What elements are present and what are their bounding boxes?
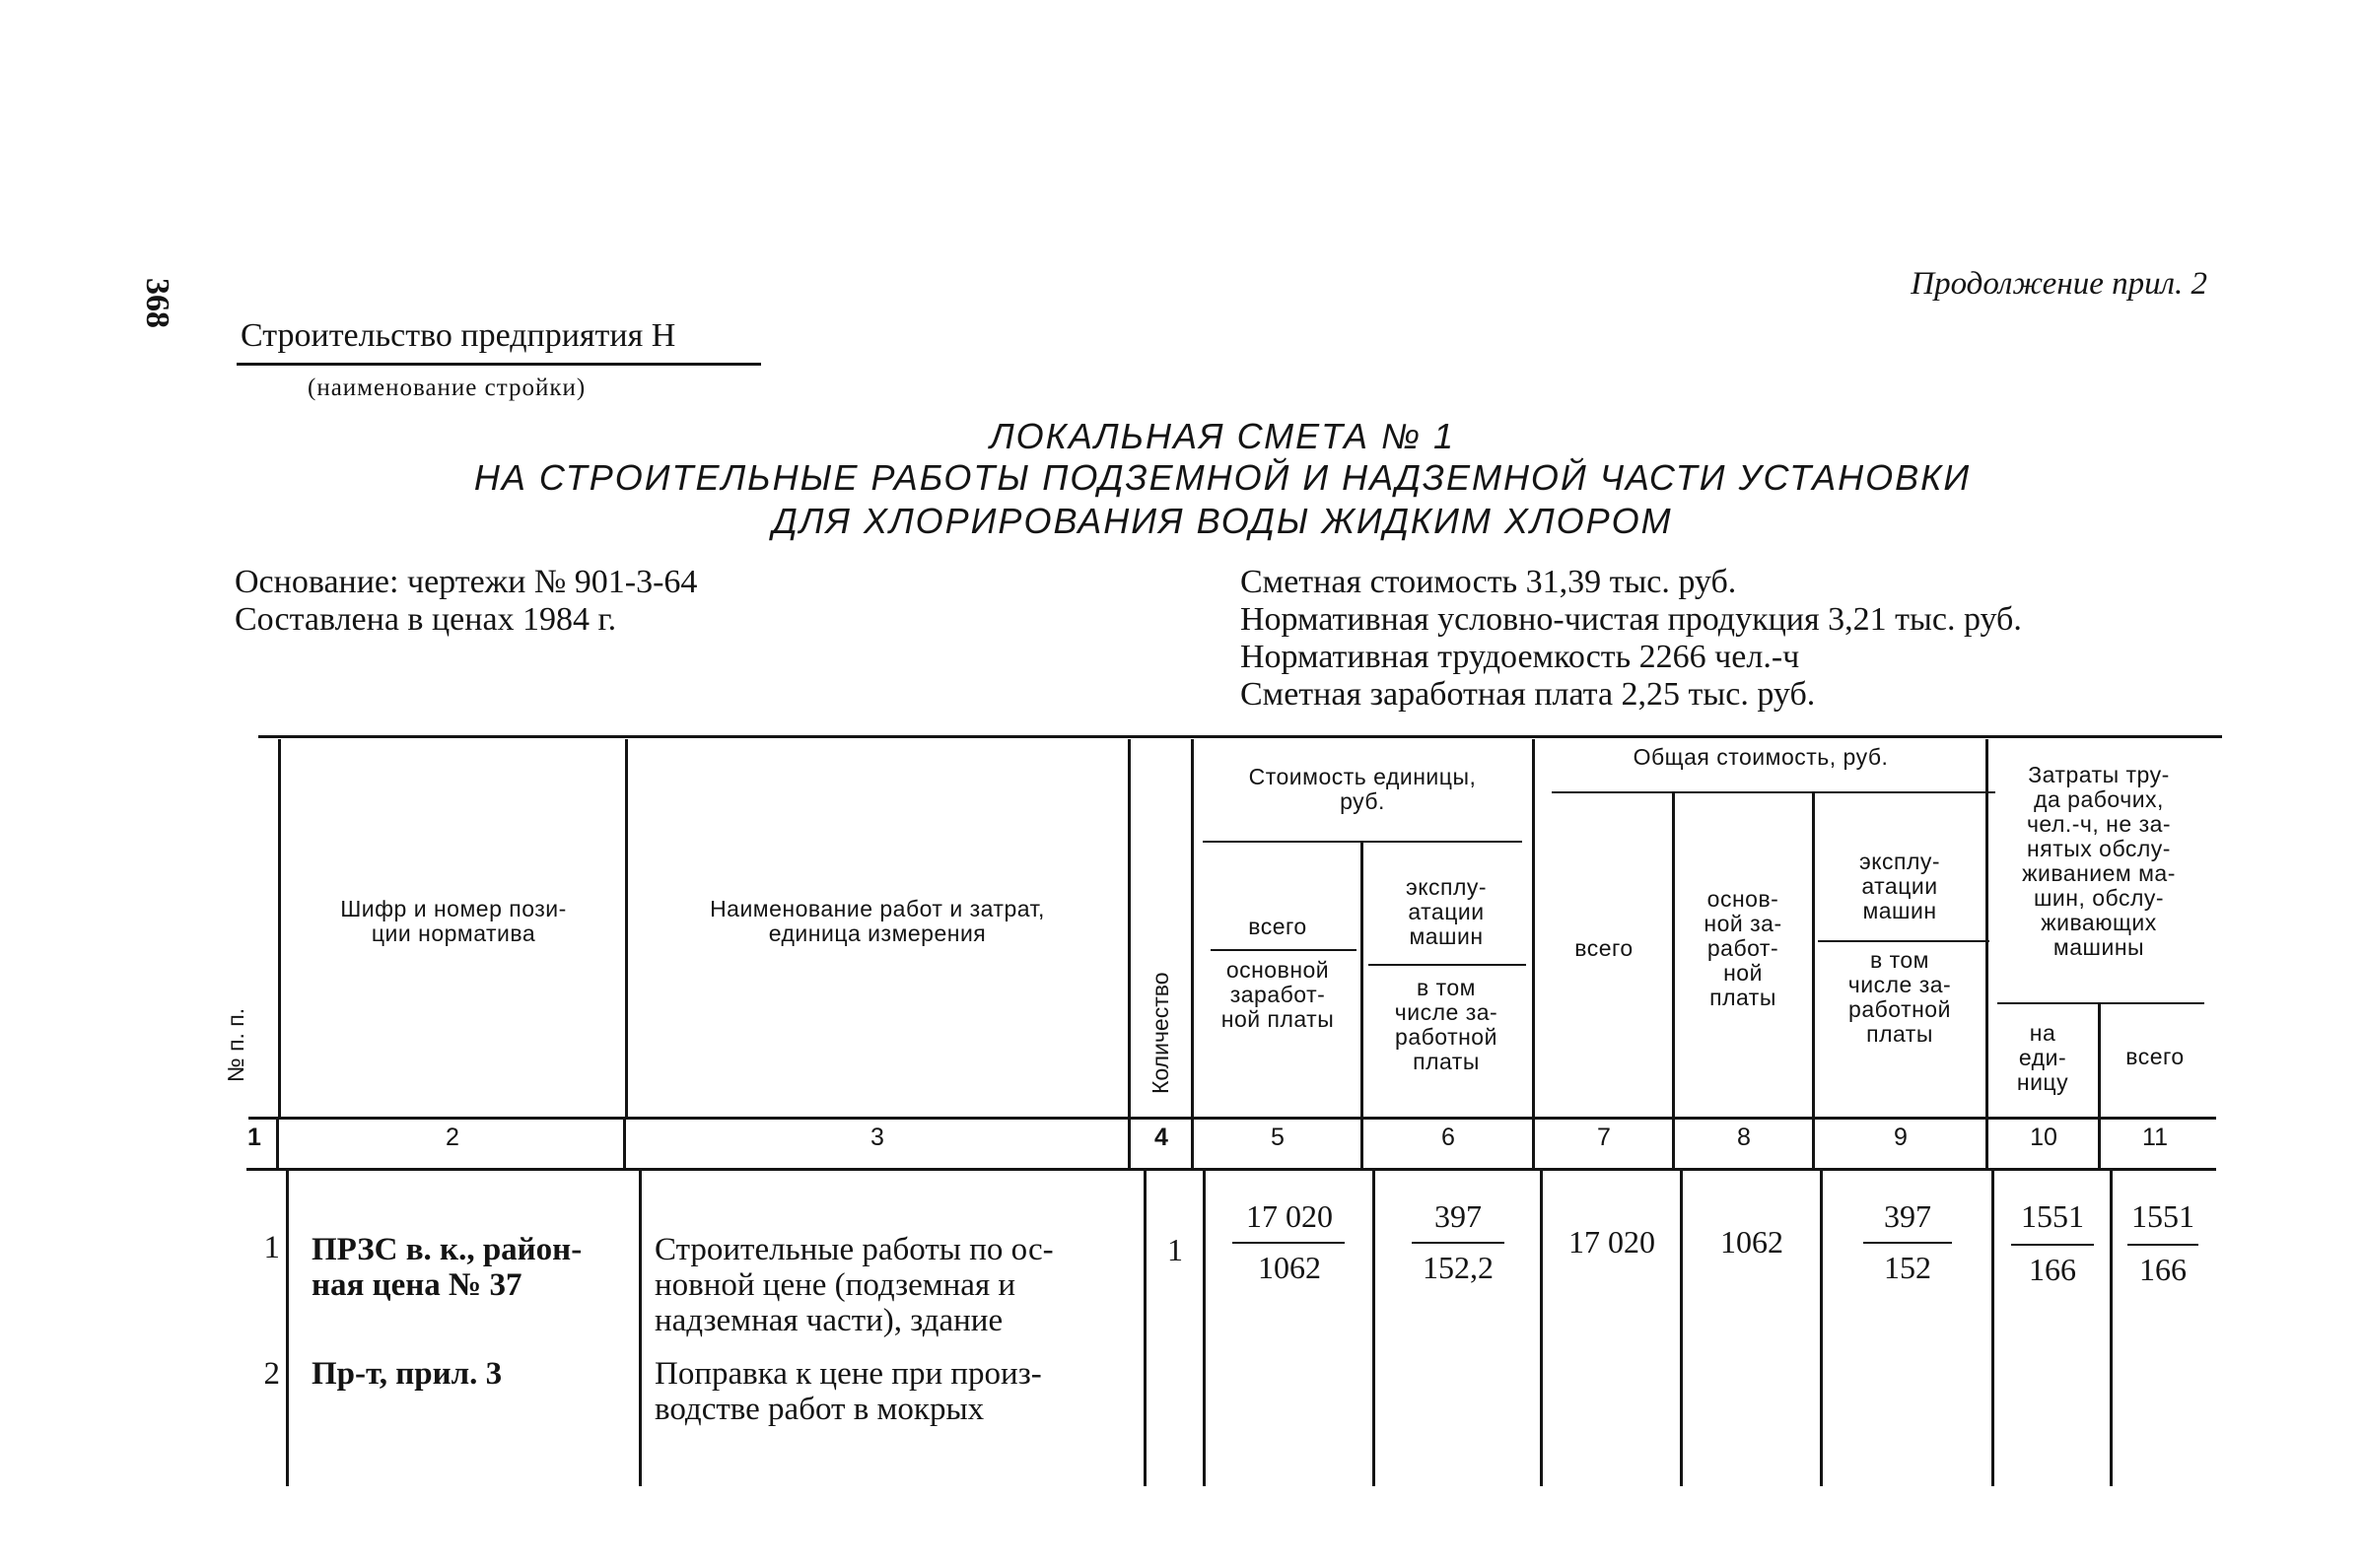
col-rule bbox=[1128, 739, 1131, 1119]
continuation-note: Продолжение прил. 2 bbox=[1911, 266, 2207, 302]
header-bottom-rule bbox=[248, 1117, 2216, 1120]
header-code: Шифр и номер пози- ции норматива bbox=[340, 896, 567, 946]
column-number: 5 bbox=[1271, 1124, 1285, 1151]
construction-underline bbox=[237, 363, 761, 366]
col-rule bbox=[278, 739, 281, 1119]
summary-wages: Сметная заработная плата 2,25 тыс. руб. bbox=[1240, 676, 1816, 713]
col-rule bbox=[625, 739, 628, 1119]
summary-net-output: Нормативная условно-чистая продукция 3,21 тыс. руб. bbox=[1240, 601, 2022, 638]
column-number: 7 bbox=[1597, 1124, 1611, 1151]
fraction-line bbox=[2011, 1244, 2094, 1246]
column-number: 10 bbox=[2030, 1124, 2057, 1151]
table-top-rule bbox=[258, 735, 2222, 738]
row-quantity: 1 bbox=[1167, 1232, 1183, 1267]
column-number: 8 bbox=[1737, 1124, 1751, 1151]
col-rule bbox=[639, 1171, 642, 1486]
col-rule bbox=[1680, 1171, 1683, 1486]
col-rule bbox=[1360, 1120, 1363, 1169]
row-number: 1 bbox=[263, 1230, 280, 1265]
summary-estimated-cost: Сметная стоимость 31,39 тыс. руб. bbox=[1240, 564, 1737, 600]
col-rule bbox=[2098, 1120, 2101, 1169]
total-cost-group-rule bbox=[1552, 791, 1995, 793]
row-total-machines: 397 bbox=[1884, 1198, 1931, 1234]
col-rule bbox=[1985, 739, 1988, 1119]
row-total-all: 17 020 bbox=[1568, 1224, 1655, 1260]
row-labor-unit-bottom: 166 bbox=[2029, 1252, 2076, 1287]
col-rule bbox=[1672, 1120, 1675, 1169]
header-total-machines: эксплу- атации машин bbox=[1858, 849, 1941, 923]
page-number: 368 bbox=[139, 278, 175, 328]
row-work-name: Строительные работы по ос- новной цене (подземная и надземная части), здание bbox=[655, 1232, 1054, 1338]
header-total-all: всего bbox=[1574, 935, 1634, 961]
unit-total-split-rule bbox=[1211, 949, 1356, 951]
header-row-number: № п. п. bbox=[223, 1007, 248, 1082]
basis-block bbox=[235, 564, 697, 639]
header-quantity: Количество bbox=[1148, 972, 1173, 1094]
header-unit-machines: эксплу- атации машин bbox=[1405, 874, 1488, 949]
total-machines-split-rule bbox=[1818, 940, 1989, 942]
document-title-line-3: ДЛЯ ХЛОРИРОВАНИЯ ВОДЫ ЖИДКИМ ХЛОРОМ bbox=[772, 501, 1673, 541]
header-unit-base-wage: основной заработ- ной платы bbox=[1220, 957, 1335, 1032]
col-rule bbox=[1360, 843, 1363, 1119]
col-rule bbox=[1985, 1120, 1988, 1169]
column-number: 3 bbox=[870, 1124, 884, 1151]
document-title-line-2: НА СТРОИТЕЛЬНЫЕ РАБОТЫ ПОДЗЕМНОЙ И НАДЗЕМНОЙ ЧАСТИ УСТАНОВКИ bbox=[473, 457, 1972, 498]
row-labor-unit-top: 1551 bbox=[2021, 1198, 2084, 1234]
col-rule bbox=[1191, 739, 1194, 1119]
row-code: ПРЗС в. к., район- ная цена № 37 bbox=[312, 1232, 583, 1303]
basis-prices: Составлена в ценах 1984 г. bbox=[235, 601, 617, 638]
labor-group-rule bbox=[1997, 1002, 2204, 1004]
row-work-name: Поправка к цене при произ- водстве работ в мокрых bbox=[655, 1356, 1042, 1427]
col-rule bbox=[1203, 1171, 1206, 1486]
header-unit-machines-wage: в том числе за- работной платы bbox=[1394, 975, 1498, 1074]
col-rule bbox=[1532, 739, 1535, 1119]
col-rule bbox=[1532, 1120, 1535, 1169]
header-total-machines-wage: в том числе за- работной платы bbox=[1847, 947, 1952, 1047]
fraction-line bbox=[2127, 1244, 2198, 1246]
header-unit-total: всего bbox=[1248, 914, 1307, 939]
construction-name: Строительство предприятия Н bbox=[241, 317, 676, 354]
col-rule bbox=[1144, 1171, 1147, 1486]
col-rule bbox=[2110, 1171, 2113, 1486]
col-rule bbox=[1812, 793, 1815, 1119]
column-number: 6 bbox=[1441, 1124, 1455, 1151]
header-labor-total: всего bbox=[2125, 1044, 2185, 1069]
document-title-line-1: ЛОКАЛЬНАЯ СМЕТА № 1 bbox=[990, 416, 1455, 456]
header-labor-group: Затраты тру- да рабочих, чел.-ч, не за- нятых обслу- живанием ма- шин, обслу- живающих машины bbox=[2022, 762, 2176, 960]
row-labor-total-top: 1551 bbox=[2131, 1198, 2194, 1234]
construction-caption: (наименование стройки) bbox=[308, 375, 587, 401]
row-labor-total-bottom: 166 bbox=[2139, 1252, 2187, 1287]
fraction-line bbox=[1232, 1242, 1345, 1244]
column-number: 4 bbox=[1154, 1124, 1168, 1151]
col-rule bbox=[2098, 1004, 2101, 1119]
column-number: 2 bbox=[446, 1124, 459, 1151]
unit-machines-split-rule bbox=[1368, 964, 1526, 966]
header-total-base-wage: основ- ной за- работ- ной платы bbox=[1704, 886, 1782, 1010]
row-number: 2 bbox=[263, 1356, 280, 1392]
col-rule bbox=[623, 1120, 626, 1169]
summary-block bbox=[1240, 564, 2022, 714]
column-number: 9 bbox=[1894, 1124, 1908, 1151]
col-rule bbox=[1372, 1171, 1375, 1486]
col-rule bbox=[1820, 1171, 1823, 1486]
row-code: Пр-т, прил. 3 bbox=[312, 1356, 503, 1392]
header-unit-cost-group: Стоимость единицы, руб. bbox=[1248, 764, 1477, 814]
row-unit-machines-wage: 152,2 bbox=[1423, 1250, 1494, 1285]
header-total-cost-group: Общая стоимость, руб. bbox=[1633, 744, 1889, 770]
col-rule bbox=[1672, 793, 1675, 1119]
col-rule bbox=[1812, 1120, 1815, 1169]
col-rule bbox=[1991, 1171, 1994, 1486]
fraction-line bbox=[1412, 1242, 1504, 1244]
row-total-base-wage: 1062 bbox=[1720, 1224, 1783, 1260]
row-unit-total: 17 020 bbox=[1246, 1198, 1333, 1234]
column-number: 11 bbox=[2142, 1124, 2168, 1151]
numbers-bottom-rule bbox=[246, 1168, 2216, 1171]
col-rule bbox=[276, 1120, 279, 1169]
header-labor-per-unit: на еди- ницу bbox=[2016, 1020, 2069, 1095]
col-rule bbox=[1191, 1120, 1194, 1169]
col-rule bbox=[286, 1171, 289, 1486]
summary-labor-intensity: Нормативная трудоемкость 2266 чел.-ч bbox=[1240, 639, 1800, 675]
col-rule bbox=[1540, 1171, 1543, 1486]
fraction-line bbox=[1863, 1242, 1952, 1244]
col-rule bbox=[1128, 1120, 1131, 1169]
basis-drawings: Основание: чертежи № 901-3-64 bbox=[235, 564, 698, 600]
header-work-name: Наименование работ и затрат, единица измерения bbox=[710, 896, 1045, 946]
row-unit-base-wage: 1062 bbox=[1258, 1250, 1321, 1285]
row-total-machines-wage: 152 bbox=[1884, 1250, 1931, 1285]
column-number: 1 bbox=[247, 1124, 261, 1151]
row-unit-machines: 397 bbox=[1434, 1198, 1482, 1234]
